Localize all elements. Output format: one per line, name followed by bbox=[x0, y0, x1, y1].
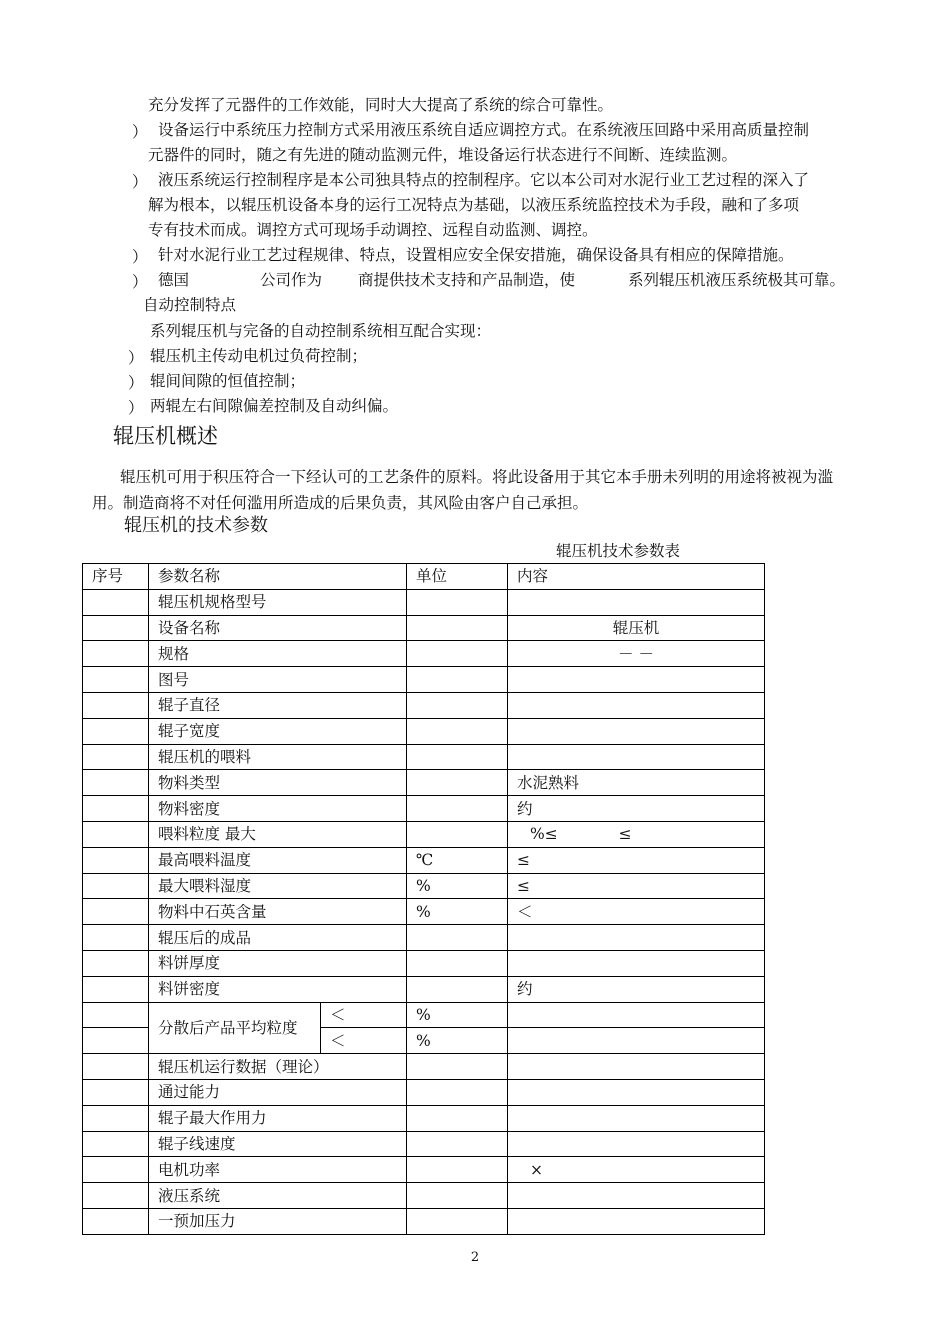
header-cell: 内容 bbox=[508, 564, 765, 590]
unit-cell bbox=[407, 589, 508, 615]
index-cell bbox=[83, 718, 149, 744]
unit-cell bbox=[407, 976, 508, 1002]
bullet-marker: ） bbox=[132, 173, 148, 191]
index-cell bbox=[83, 899, 149, 925]
content-cell bbox=[508, 718, 765, 744]
table-row bbox=[83, 976, 765, 1002]
table-row bbox=[83, 821, 765, 847]
germany-segment: 德国 bbox=[158, 271, 190, 289]
param-name-cell: 物料密度 bbox=[149, 796, 407, 822]
param-name-cell: 辊子宽度 bbox=[149, 718, 407, 744]
index-cell bbox=[83, 976, 149, 1002]
table-row bbox=[83, 667, 765, 693]
param-name-cell: 料饼密度 bbox=[149, 976, 407, 1002]
content-cell bbox=[508, 950, 765, 976]
germany-segment: 商提供技术支持和产品制造，使 bbox=[358, 271, 576, 289]
content-cell: ≤ bbox=[508, 847, 765, 873]
index-cell bbox=[83, 1054, 149, 1080]
auto-control-lead: 系列辊压机与完备的自动控制系统相互配合实现： bbox=[150, 322, 492, 340]
bullet-marker: ） bbox=[128, 349, 144, 367]
germany-line bbox=[0, 270, 950, 290]
header-cell: 序号 bbox=[83, 564, 149, 590]
auto-control-item: 辊间间隙的恒值控制； bbox=[150, 372, 306, 390]
param-name-cell: 分散后产品平均粒度 bbox=[149, 1002, 321, 1054]
unit-cell bbox=[407, 1157, 508, 1183]
content-cell bbox=[508, 744, 765, 770]
content-cell: ＜ bbox=[508, 899, 765, 925]
unit-cell bbox=[407, 925, 508, 951]
unit-cell bbox=[407, 796, 508, 822]
param-name-cell: 物料类型 bbox=[149, 770, 407, 796]
unit-cell bbox=[407, 1183, 508, 1209]
param-name-cell: 辊压机规格型号 bbox=[149, 589, 407, 615]
table-row bbox=[83, 692, 765, 718]
content-cell: 约 bbox=[508, 796, 765, 822]
table-row bbox=[83, 718, 765, 744]
table-row bbox=[83, 589, 765, 615]
index-cell bbox=[83, 847, 149, 873]
unit-cell bbox=[407, 1079, 508, 1105]
index-cell bbox=[83, 1183, 149, 1209]
bullet-marker: ） bbox=[132, 123, 148, 141]
overview-heading: 辊压机概述 bbox=[113, 424, 218, 448]
content-cell: ≤ bbox=[508, 873, 765, 899]
table-row bbox=[83, 1105, 765, 1131]
table-row bbox=[83, 1157, 765, 1183]
unit-cell bbox=[407, 950, 508, 976]
unit-cell: ℃ bbox=[407, 847, 508, 873]
index-cell bbox=[83, 1208, 149, 1234]
content-cell bbox=[508, 1002, 765, 1028]
content-cell bbox=[508, 589, 765, 615]
intro-line-3: 元器件的同时，随之有先进的随动监测元件，堆设备运行状态进行不间断、连续监测。 bbox=[148, 146, 738, 164]
table-row bbox=[83, 847, 765, 873]
auto-control-item: 两辊左右间隙偏差控制及自动纠偏。 bbox=[150, 397, 399, 415]
bullet-marker: ） bbox=[128, 374, 144, 392]
intro-line-5: 解为根本，以辊压机设备本身的运行工况特点为基础，以液压系统监控技术为手段，融和了多项 bbox=[148, 196, 800, 214]
tech-params-heading: 辊压机的技术参数 bbox=[124, 515, 268, 536]
table-row bbox=[83, 615, 765, 641]
index-cell bbox=[83, 1079, 149, 1105]
param-name-cell: 一预加压力 bbox=[149, 1208, 407, 1234]
bullet-marker: ） bbox=[132, 248, 148, 266]
index-cell bbox=[83, 692, 149, 718]
unit-cell bbox=[407, 641, 508, 667]
table-row bbox=[83, 1054, 765, 1080]
param-name-cell: 料饼厚度 bbox=[149, 950, 407, 976]
param-name-cell: 物料中石英含量 bbox=[149, 899, 407, 925]
table-header-row bbox=[83, 564, 765, 590]
index-cell bbox=[83, 950, 149, 976]
table-row bbox=[83, 744, 765, 770]
param-name-cell: 最高喂料温度 bbox=[149, 847, 407, 873]
table-caption: 辊压机技术参数表 bbox=[556, 542, 681, 560]
index-cell bbox=[83, 770, 149, 796]
content-cell bbox=[508, 1054, 765, 1080]
intro-line-6: 专有技术而成。调控方式可现场手动调控、远程自动监测、调控。 bbox=[148, 221, 598, 239]
intro-line-4: 液压系统运行控制程序是本公司独具特点的控制程序。它以本公司对水泥行业工艺过程的深入了 bbox=[158, 171, 810, 189]
overview-paragraph: 辊压机可用于积压符合一下经认可的工艺条件的原料。将此设备用于其它本手册未列明的用途将被视为滥用。制造商将不对任何滥用所造成的后果负责，其风险由客户自己承担。 bbox=[92, 468, 834, 512]
table-row bbox=[83, 950, 765, 976]
param-name-cell: 辊子线速度 bbox=[149, 1131, 407, 1157]
unit-cell: % bbox=[407, 1028, 508, 1054]
param-name-cell: 喂料粒度 最大 bbox=[149, 821, 407, 847]
index-cell bbox=[83, 821, 149, 847]
table-row bbox=[83, 1079, 765, 1105]
page-number: 2 bbox=[470, 1250, 480, 1265]
table-row bbox=[83, 1002, 765, 1028]
index-cell bbox=[83, 1002, 149, 1028]
index-cell bbox=[83, 667, 149, 693]
index-cell bbox=[83, 589, 149, 615]
index-cell bbox=[83, 1131, 149, 1157]
content-cell: × bbox=[508, 1157, 765, 1183]
unit-cell bbox=[407, 821, 508, 847]
table-row bbox=[83, 770, 765, 796]
unit-cell bbox=[407, 615, 508, 641]
unit-cell: % bbox=[407, 873, 508, 899]
unit-cell bbox=[407, 770, 508, 796]
content-cell bbox=[508, 667, 765, 693]
unit-cell: % bbox=[407, 1002, 508, 1028]
unit-cell bbox=[407, 1131, 508, 1157]
param-name-cell: 液压系统 bbox=[149, 1183, 407, 1209]
bullet-marker: ） bbox=[132, 273, 148, 291]
table-row bbox=[83, 796, 765, 822]
table-row bbox=[83, 899, 765, 925]
content-cell bbox=[508, 692, 765, 718]
header-cell: 单位 bbox=[407, 564, 508, 590]
index-cell bbox=[83, 615, 149, 641]
germany-segment: 公司作为 bbox=[260, 271, 323, 289]
param-name-cell: 辊子直径 bbox=[149, 692, 407, 718]
param-name-cell: 辊压后的成品 bbox=[149, 925, 407, 951]
unit-cell bbox=[407, 667, 508, 693]
param-name-cell: 图号 bbox=[149, 667, 407, 693]
header-cell: 参数名称 bbox=[149, 564, 407, 590]
table-row bbox=[83, 1131, 765, 1157]
content-cell: 约 bbox=[508, 976, 765, 1002]
param-name-cell: 辊压机的喂料 bbox=[149, 744, 407, 770]
index-cell bbox=[83, 1105, 149, 1131]
unit-cell bbox=[407, 1208, 508, 1234]
auto-control-item: 辊压机主传动电机过负荷控制； bbox=[150, 347, 368, 365]
parameter-table bbox=[82, 563, 765, 1235]
content-cell: %≤ ≤ bbox=[508, 821, 765, 847]
index-cell bbox=[83, 744, 149, 770]
content-cell: 辊压机 bbox=[508, 615, 765, 641]
index-cell bbox=[83, 796, 149, 822]
content-cell bbox=[508, 1028, 765, 1054]
bullet-marker: ） bbox=[128, 399, 144, 417]
content-cell bbox=[508, 1208, 765, 1234]
param-name-cell: 辊压机运行数据（理论） bbox=[149, 1054, 407, 1080]
param-name-cell: 设备名称 bbox=[149, 615, 407, 641]
index-cell bbox=[83, 1028, 149, 1054]
unit-cell bbox=[407, 692, 508, 718]
unit-cell bbox=[407, 1054, 508, 1080]
unit-cell bbox=[407, 744, 508, 770]
content-cell bbox=[508, 1183, 765, 1209]
content-cell bbox=[508, 1131, 765, 1157]
unit-cell: % bbox=[407, 899, 508, 925]
table-row bbox=[83, 925, 765, 951]
intro-line-2: 设备运行中系统压力控制方式采用液压系统自适应调控方式。在系统液压回路中采用高质量控制 bbox=[158, 121, 810, 139]
content-cell bbox=[508, 925, 765, 951]
index-cell bbox=[83, 873, 149, 899]
intro-line-1: 充分发挥了元器件的工作效能，同时大大提高了系统的综合可靠性。 bbox=[148, 96, 614, 114]
param-name-cell: 最大喂料湿度 bbox=[149, 873, 407, 899]
unit-cell bbox=[407, 718, 508, 744]
index-cell bbox=[83, 641, 149, 667]
sub-condition-cell: ＜ bbox=[321, 1028, 407, 1054]
auto-control-title: 自动控制特点 bbox=[143, 296, 237, 314]
content-cell: 水泥熟料 bbox=[508, 770, 765, 796]
table-row bbox=[83, 873, 765, 899]
table-row bbox=[83, 1183, 765, 1209]
content-cell bbox=[508, 1105, 765, 1131]
param-name-cell: 辊子最大作用力 bbox=[149, 1105, 407, 1131]
content-cell bbox=[508, 1079, 765, 1105]
unit-cell bbox=[407, 1105, 508, 1131]
content-cell: － － bbox=[508, 641, 765, 667]
param-name-cell: 通过能力 bbox=[149, 1079, 407, 1105]
param-name-cell: 规格 bbox=[149, 641, 407, 667]
index-cell bbox=[83, 1157, 149, 1183]
germany-segment: 系列辊压机液压系统极其可靠。 bbox=[628, 271, 846, 289]
param-name-cell: 电机功率 bbox=[149, 1157, 407, 1183]
sub-condition-cell: ＜ bbox=[321, 1002, 407, 1028]
table-row bbox=[83, 641, 765, 667]
index-cell bbox=[83, 925, 149, 951]
intro-line-7: 针对水泥行业工艺过程规律、特点，设置相应安全保安措施，确保设备具有相应的保障措施。 bbox=[158, 246, 794, 264]
table-row bbox=[83, 1208, 765, 1234]
